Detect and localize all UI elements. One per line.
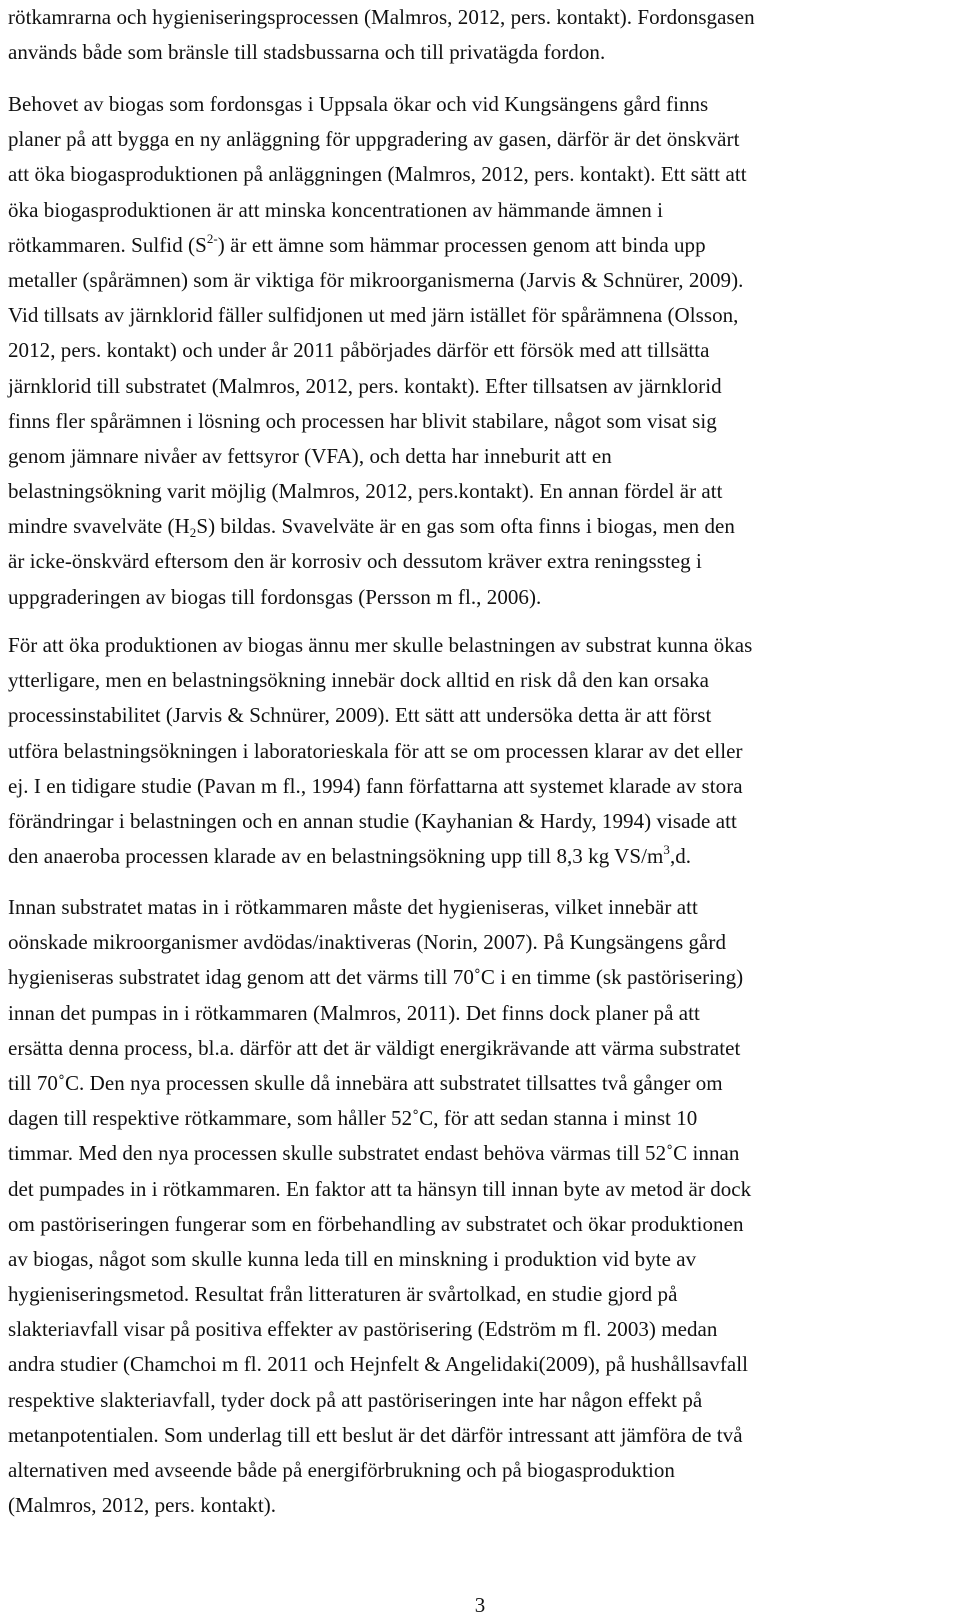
text-line: hygieniseras substratet idag genom att det värms till 70˚C i en timme (sk pastörisering) [8,965,744,990]
paragraph-hygienisation [8,890,952,1523]
text-line: att öka biogasproduktionen på anläggningen (Malmros, 2012, pers. kontakt). Ett sätt att [8,162,747,187]
document-page [8,0,952,1617]
text-line [8,839,952,874]
text-line: För att öka produktionen av biogas ännu mer skulle belastningen av substrat kunna ökas [8,633,753,657]
text-line: ytterligare, men en belastningsökning innebär dock alltid en risk då den kan orsaka [8,668,710,693]
subscript: 2 [189,525,197,541]
text-line: Vid tillsats av järnklorid fäller sulfidjonen ut med järn istället för spårämnena (Olsson, [8,303,739,328]
text-line: av biogas, något som skulle kunna leda till en minskning i produktion vid byte av [8,1246,697,1271]
text-line [8,228,952,263]
text-line: används både som bränsle till stadsbussarna och till privatägda fordon. [8,40,606,65]
paragraph-loading-increase [8,628,952,874]
text-line: belastningsökning varit möjlig (Malmros, 2012, pers.kontakt). En annan fördel är att [8,479,723,504]
superscript: 2- [206,230,218,246]
paragraph-intro [8,0,952,70]
text-line: öka biogasproduktionen är att minska koncentrationen av hämmande ämnen i [8,197,663,222]
text-line: om pastöriseringen fungerar som en förbehandling av substratet och ökar produktionen [8,1211,744,1236]
text-line: är icke-önskvärd eftersom den är korrosiv och dessutom kräver extra reningssteg i [8,549,702,574]
text-line: ej. I en tidigare studie (Pavan m fl., 1994) fann författarna att systemet klarade av stora [8,773,743,798]
text-line: utföra belastningsökningen i laboratorieskala för att se om processen klarar av det eller [8,738,743,763]
text-line: andra studier (Chamchoi m fl. 2011 och Hejnfelt & Angelidaki(2009), på hushållsavfall [8,1352,749,1377]
text-line: rötkamrarna och hygieniseringsprocessen (Malmros, 2012, pers. kontakt). Fordonsgasen [8,5,755,29]
text-segment: mindre svavelväte (H [8,514,190,539]
text-line: metaller (spårämnen) som är viktiga för mikroorganismerna (Jarvis & Schnürer, 2009). [8,267,744,292]
text-line: metanpotentialen. Som underlag till ett beslut är det därför intressant att jämföra de två [8,1422,743,1447]
paragraph-biogas-demand [8,87,952,615]
text-segment: rötkammaren. Sulfid (S [8,232,207,257]
text-line: respektive slakteriavfall, tyder dock på att pastöriseringen inte har någon effekt på [8,1387,703,1412]
text-line: timmar. Med den nya processen skulle substratet endast behöva värmas till 52˚C innan [8,1141,740,1166]
text-segment: den anaeroba processen klarade av en belastningsökning upp till 8,3 kg VS/m [8,844,664,869]
page-number: 3 [474,1593,486,1617]
text-line [8,509,952,544]
text-line: Behovet av biogas som fordonsgas i Uppsala ökar och vid Kungsängens gård finns [8,92,709,116]
text-segment: S) bildas. Svavelväte är en gas som ofta finns i biogas, men den [196,514,735,539]
text-line: Innan substratet matas in i rötkammaren måste det hygieniseras, vilket innebär att [8,895,698,919]
text-line: slakteriavfall visar på positiva effekter av pastörisering (Edström m fl. 2003) medan [8,1317,718,1342]
text-line: innan det pumpas in i rötkammaren (Malmros, 2011). Det finns dock planer på att [8,1000,700,1025]
text-line: oönskade mikroorganismer avdödas/inaktiveras (Norin, 2007). På Kungsängens gård [8,930,726,955]
text-line: 2012, pers. kontakt) och under år 2011 påbörjades därför ett försök med att tillsätta [8,338,710,363]
superscript: 3 [663,842,670,858]
text-segment: ) är ett ämne som hämmar processen genom att binda upp [217,232,706,257]
text-line: förändringar i belastningen och en annan studie (Kayhanian & Hardy, 1994) visade att [8,808,737,833]
text-line: ersätta denna process, bl.a. därför att det är väldigt energikrävande att värma substratet [8,1035,741,1060]
text-line: dagen till respektive rötkammare, som håller 52˚C, för att sedan stanna i minst 10 [8,1106,698,1131]
text-line: planer på att bygga en ny anläggning för uppgradering av gasen, därför är det önskvärt [8,127,740,152]
text-line: det pumpades in i rötkammaren. En faktor att ta hänsyn till innan byte av metod är dock [8,1176,752,1201]
text-line: finns fler spårämnen i lösning och processen har blivit stabilare, något som visat sig [8,408,717,433]
text-line: processinstabilitet (Jarvis & Schnürer, 2009). Ett sätt att undersöka detta är att först [8,703,712,728]
text-line: hygieniseringsmetod. Resultat från litteraturen är svårtolkad, en studie gjord på [8,1282,678,1307]
text-line: genom jämnare nivåer av fettsyror (VFA), och detta har inneburit att en [8,443,612,468]
text-line: järnklorid till substratet (Malmros, 2012, pers. kontakt). Efter tillsatsen av järnklorid [8,373,722,398]
text-line: alternativen med avseende både på energiförbrukning och på biogasproduktion [8,1458,675,1482]
text-segment: ,d. [669,844,692,869]
text-line: uppgraderingen av biogas till fordonsgas (Persson m fl., 2006). [8,584,542,609]
text-line: (Malmros, 2012, pers. kontakt). [8,1493,277,1518]
text-line: till 70˚C. Den nya processen skulle då innebära att substratet tillsattes två gånger om [8,1070,723,1095]
